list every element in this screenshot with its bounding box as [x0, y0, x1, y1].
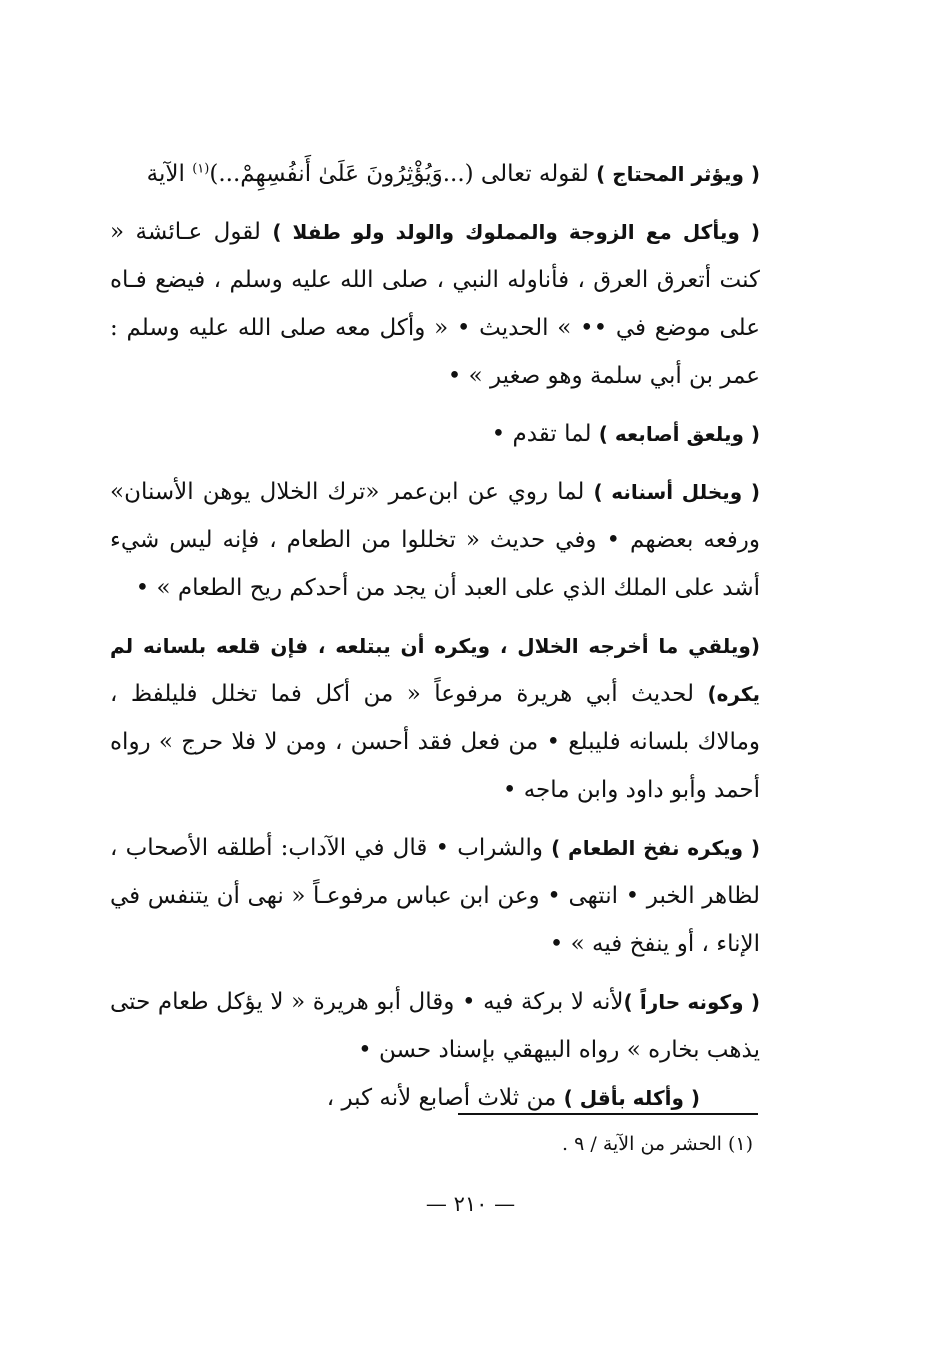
paragraph-heading: ( وأكله بأقل ): [563, 1086, 700, 1110]
paragraph-discarding-residue: [110, 622, 760, 814]
page-body: [110, 150, 760, 1122]
paragraph-heading: ( ويكره نفخ الطعام ): [551, 836, 760, 860]
paragraph-eating-with-family: [110, 208, 760, 400]
paragraph-text: لأنه لا بركة فيه • وقال أبو هريرة « لا يؤكل طعام حتى يذهب بخاره » رواه البيهقي بإسناد حسن •: [110, 989, 760, 1063]
paragraph-text: لما روي عن ابن‌عمر «ترك الخلال يوهن الأسنان» ورفعه بعضهم • وفي حديث « تخللوا من الطعام ، فإنه ليس شيء أشد على الملك الذي على العبد أن يجد من أحدكم ريح الطعام » •: [110, 479, 760, 601]
paragraph-text: من ثلاث أصابع لأنه كبر ،: [326, 1085, 564, 1111]
footnote-divider: [458, 1113, 758, 1115]
paragraph-text: لقوله تعالى (...وَيُؤْثِرُونَ عَلَىٰ أَنفُسِهِمْ...): [209, 161, 597, 187]
paragraph-toothpick: [110, 468, 760, 612]
paragraph-tail: الآية: [146, 161, 193, 187]
paragraph-heading: ( ويخلل أسنانه ): [593, 480, 760, 504]
paragraph-heading: (ويلقي ما أخرجه الخلال ، ويكره أن يبتلعه ، فإن قلعه بلسانه لم يكره): [110, 634, 760, 706]
footnote: (١) الحشر من الآية / ٩ .: [562, 1133, 753, 1155]
paragraph-heading: ( ويلعق أصابعه ): [598, 422, 760, 446]
page-number: — ٢١٠ —: [425, 1192, 516, 1216]
paragraph-text: لقول عـائشة « كنت أتعرق العرق ، فأناوله النبي ، صلى الله عليه وسلم ، فيضع فـاه على موضع في •• » الحديث • « وأكل معه صلى الله عليه وسلم : عمر بن أبي سلمة وهو صغير » •: [110, 219, 760, 389]
paragraph-heading: ( ويؤثر المحتاج ): [596, 162, 760, 186]
paragraph-text: والشراب • قال في الآداب: أطلقه الأصحاب ، لظاهر الخبر • انتهى • وعن ابن عباس مرفوعـاً « نهى أن يتنفس في الإناء ، أو ينفخ فيه » •: [110, 835, 760, 957]
paragraph-text: لحديث أبي هريرة مرفوعاً « من أكل فما تخلل فليلفظ ، ومالاك بلسانه فليبلع • من فعل فقد أحسن ، ومن لا فلا حرج » رواه أحمد وأبو داود وابن ماجه •: [110, 681, 760, 803]
paragraph-heading: ( ويأكل مع الزوجة والمملوك والولد ولو طفلا ): [272, 220, 760, 244]
paragraph-text: لما تقدم •: [491, 421, 599, 447]
paragraph-preferring-the-needy: [110, 150, 760, 198]
paragraph-heading: ( وكونه حاراً ): [623, 990, 760, 1014]
paragraph-hot-food: [110, 978, 760, 1074]
paragraph-licking-fingers: [110, 410, 760, 458]
footnote-reference: (١): [192, 161, 210, 177]
paragraph-blowing-on-food: [110, 824, 760, 968]
